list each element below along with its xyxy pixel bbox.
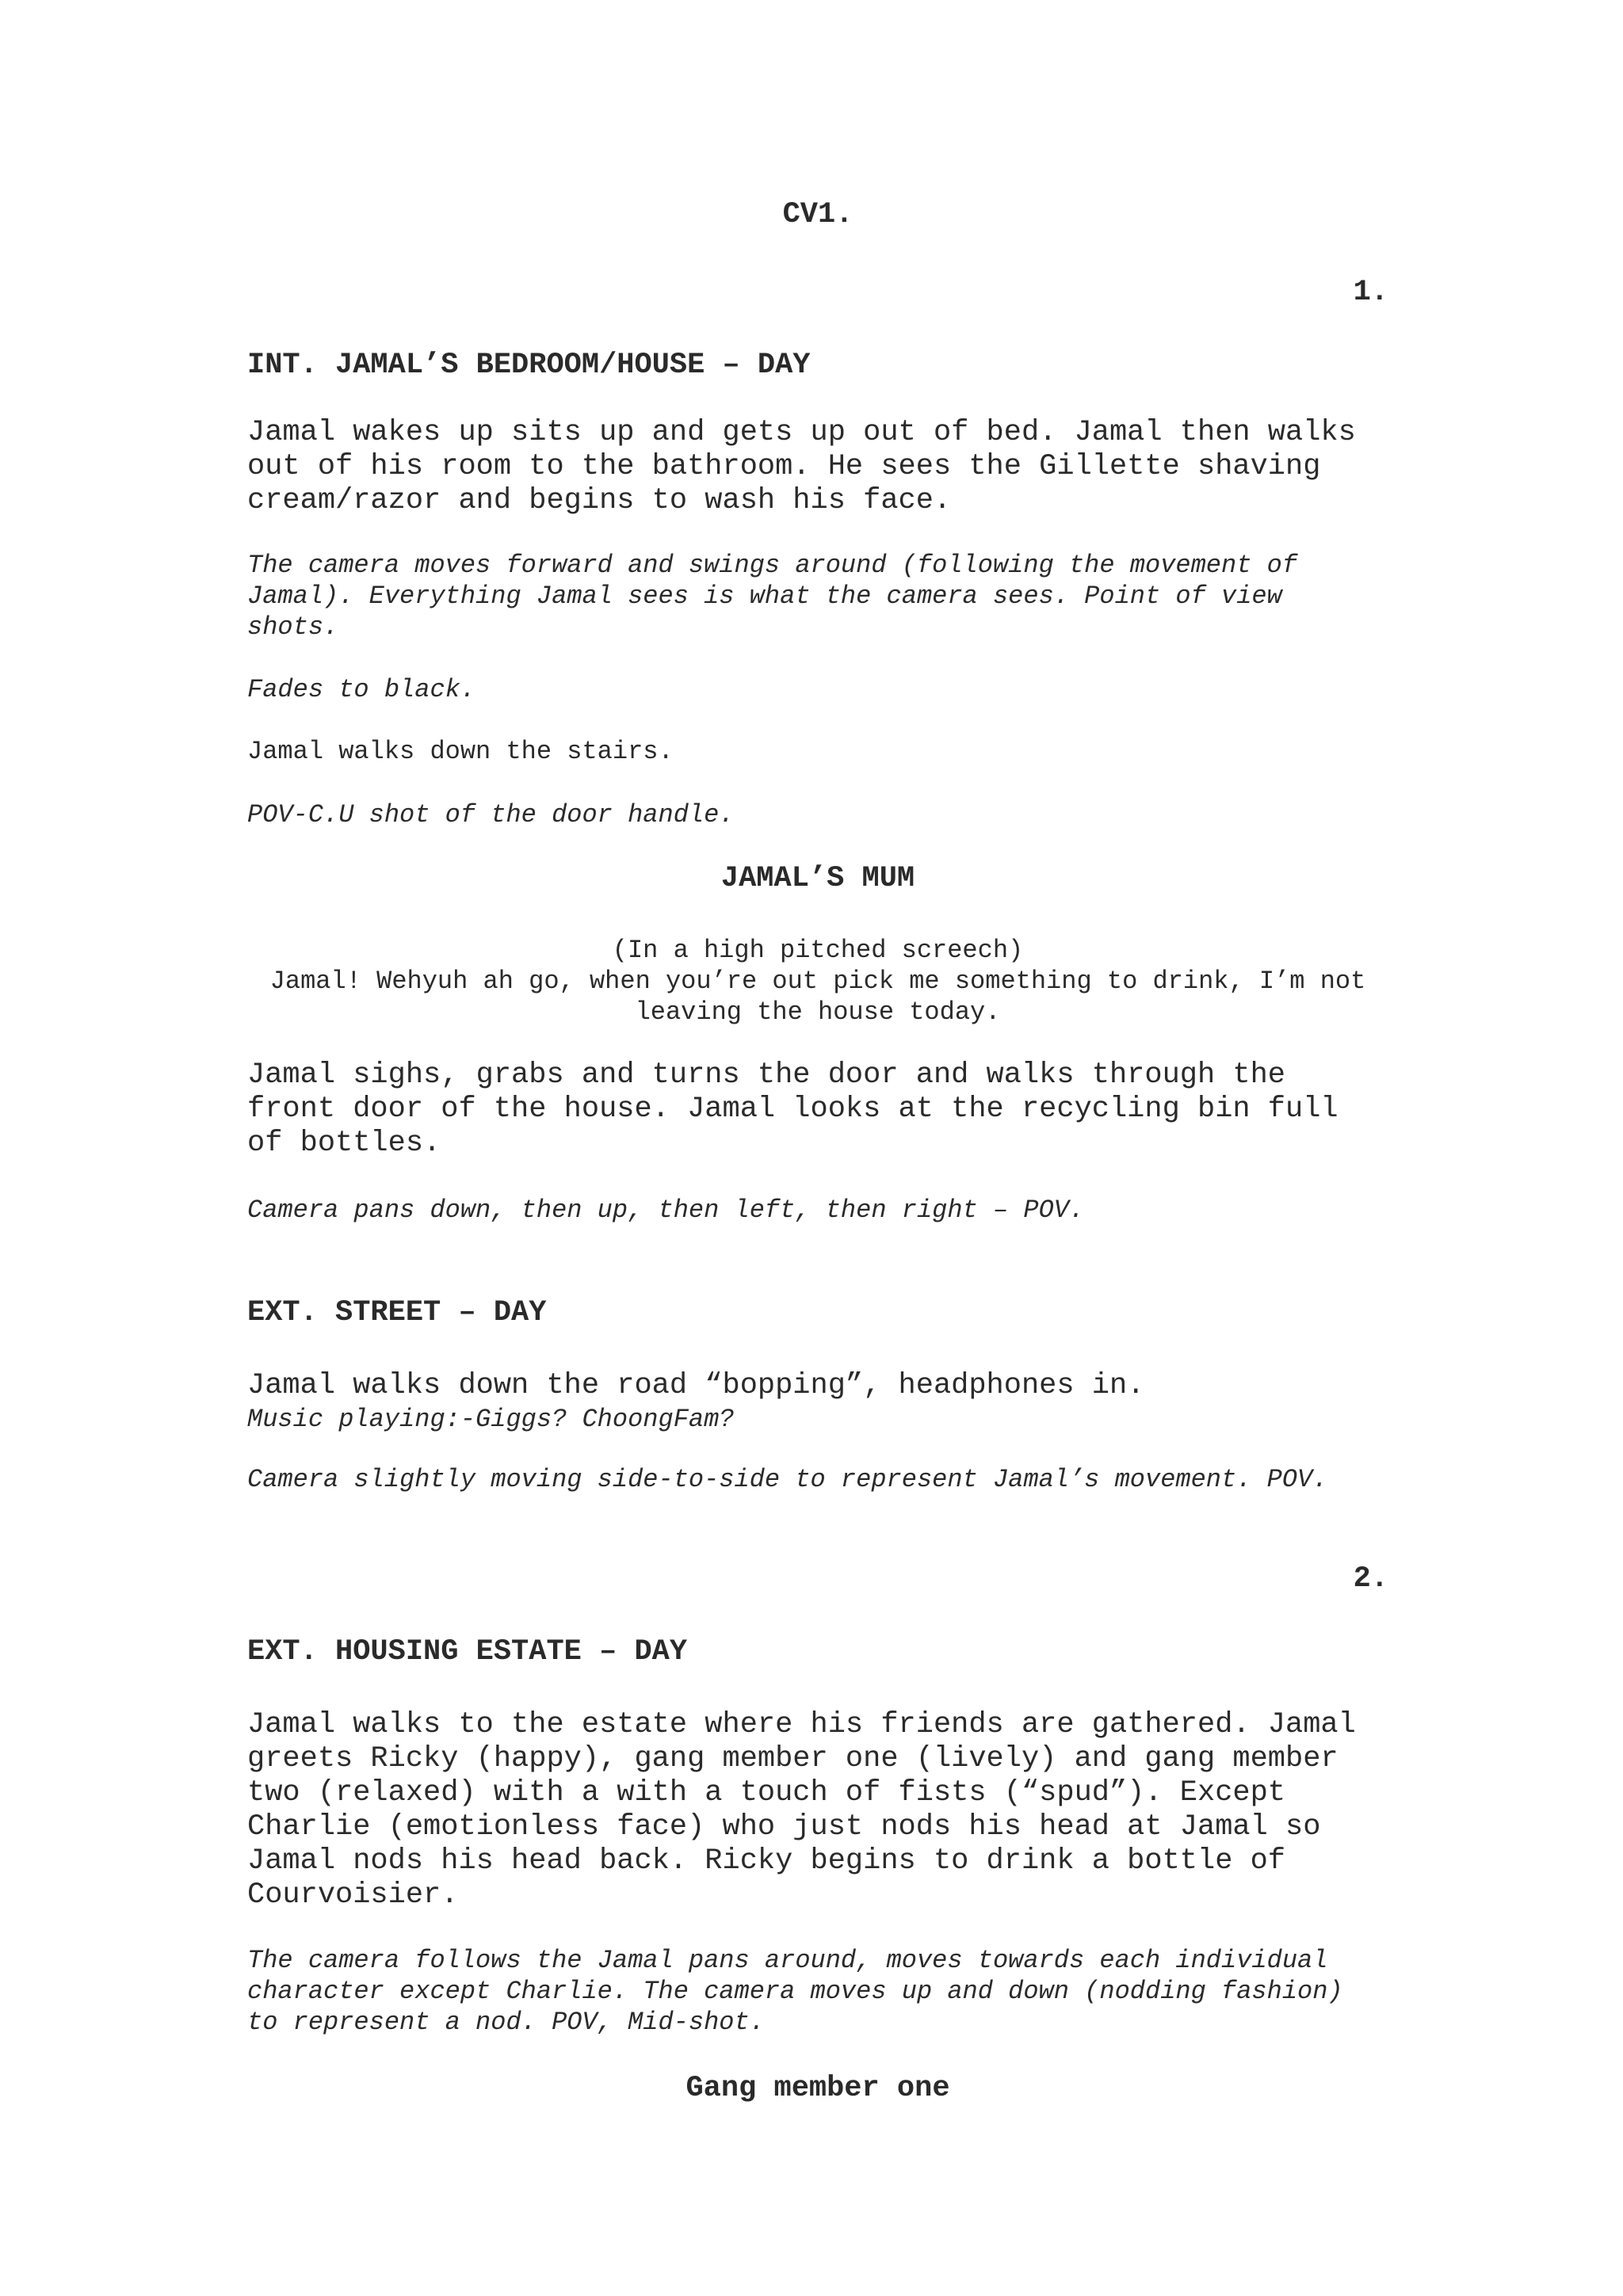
dialogue-mum: Jamal! Wehyuh ah go, when you’re out pick me something to drink, I’m not leaving the house today. <box>269 967 1381 1027</box>
action-wakes-up: Jamal wakes up sits up and gets up out of bed. Jamal then walks out of his room to the bathroom. He sees the Gillette shaving cream/razor and begins to wash his face. <box>247 416 1374 517</box>
parenthetical-screech: (In a high pitched screech) <box>612 936 1024 965</box>
direction-camera-follows: The camera follows the Jamal pans around, moves towards each individual character except Charlie. The camera moves up and down (nodding fashion) to represent a nod. POV, Mid-shot. <box>247 1946 1358 2037</box>
scene-heading-bedroom: INT. JAMAL’S BEDROOM/HOUSE – DAY <box>247 349 811 382</box>
character-gang-member-one: Gang member one <box>685 2072 950 2105</box>
action-front-door: Jamal sighs, grabs and turns the door and walks through the front door of the house. Jamal looks at the recycling bin full of bottles. <box>247 1058 1356 1160</box>
document-title: CV1. <box>782 198 854 231</box>
scene-heading-estate: EXT. HOUSING ESTATE – DAY <box>247 1635 688 1669</box>
page-number-2: 2. <box>1353 1562 1388 1596</box>
action-walks-road: Jamal walks down the road “bopping”, headphones in. <box>247 1369 1145 1402</box>
character-jamals-mum: JAMAL’S MUM <box>720 862 915 895</box>
direction-door-handle: POV-C.U shot of the door handle. <box>247 800 735 830</box>
action-estate: Jamal walks to the estate where his friends are gathered. Jamal greets Ricky (happy), gang member one (lively) and gang member two (relaxed) with a with a touch of fists (“spud”). Except Charlie (emotionless face) who just nods his head at Jamal so Jamal nods his head back. Ricky begins to drink a bottle of Courvoisier. <box>247 1708 1374 1912</box>
direction-camera-swings: The camera moves forward and swings around (following the movement of Jamal). Everything Jamal sees is what the camera sees. Point of view shots. <box>247 551 1313 642</box>
direction-camera-pans: Camera pans down, then up, then left, then right – POV. <box>247 1196 1085 1225</box>
direction-fade: Fades to black. <box>247 675 476 704</box>
direction-music: Music playing:-Giggs? ChoongFam? <box>247 1405 735 1434</box>
page-number-1: 1. <box>1353 276 1388 309</box>
direction-camera-side: Camera slightly moving side-to-side to represent Jamal’s movement. POV. <box>247 1465 1328 1494</box>
action-stairs: Jamal walks down the stairs. <box>247 737 674 766</box>
scene-heading-street: EXT. STREET – DAY <box>247 1296 547 1329</box>
